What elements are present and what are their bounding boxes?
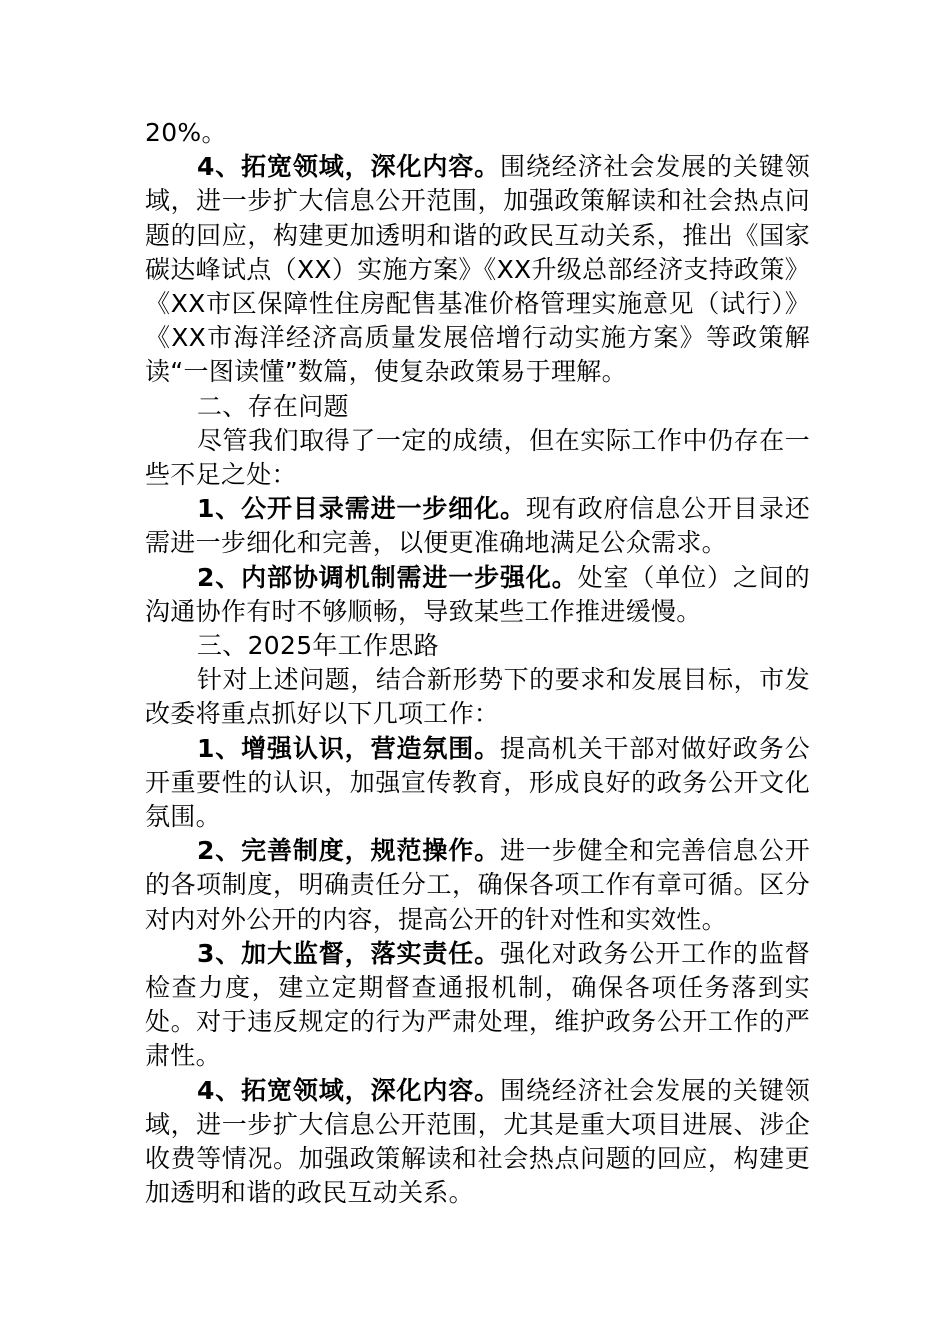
paragraph-continuation (145, 116, 810, 150)
paragraph-lead: 3、加大监督，落实责任。 (197, 938, 500, 968)
paragraph-lead: 4、拓宽领域，深化内容。 (197, 1075, 500, 1105)
paragraph-text: 尽管我们取得了一定的成绩，但在实际工作中仍存在一些不足之处： (145, 425, 810, 490)
paragraph-lead: 2、完善制度，规范操作。 (197, 836, 500, 866)
paragraph-text: 进一步健全和完善信息公开的各项制度，明确责任分工，确保各项工作有章可循。区分对内对外公开的内容，提高公开的针对性和实效性。 (145, 836, 810, 934)
paragraph-lead: 4、拓宽领域，深化内容。 (197, 152, 500, 182)
paragraph-lead: 2、内部协调机制需进一步强化。 (197, 562, 578, 592)
paragraph-lead: 1、公开目录需进一步细化。 (197, 494, 526, 524)
paragraph-text: 20%。 (145, 118, 227, 147)
paragraph-plan-intro (145, 663, 810, 731)
paragraph-text: 强化对政务公开工作的监督检查力度，建立定期督查通报机制，确保各项任务落到实处。对于违反规定的行为严肃处理，维护政务公开工作的严肃性。 (145, 938, 810, 1071)
document-body (145, 116, 810, 1211)
paragraph-plan-2 (145, 834, 810, 937)
paragraph-plan-4 (145, 1074, 810, 1211)
section-heading-problems (145, 390, 810, 424)
section-heading-plan (145, 629, 810, 663)
paragraph-problem-1 (145, 492, 810, 560)
paragraph-problem-2 (145, 561, 810, 629)
paragraph-text: 提高机关干部对做好政务公开重要性的认识，加强宣传教育，形成良好的政务公开文化氛围。 (145, 733, 810, 832)
paragraph-text: 围绕经济社会发展的关键领域，进一步扩大信息公开范围，加强政策解读和社会热点问题的回应，构建更加透明和谐的政民互动关系，推出《国家碳达峰试点（XX）实施方案》《XX升级总部经济支持政策》《XX市区保障性住房配售基准价格管理实施意见（试行）》《XX市海洋经济高质量发展倍增行动实施方案》等政策解读“一图读懂”数篇，使复杂政策易于理解。 (145, 152, 810, 387)
paragraph-text: 针对上述问题，结合新形势下的要求和发展目标，市发改委将重点抓好以下几项工作： (145, 665, 810, 729)
paragraph-lead: 1、增强认识，营造氛围。 (197, 733, 500, 763)
paragraph-problems-intro (145, 424, 810, 492)
paragraph-plan-3 (145, 937, 810, 1074)
paragraph-text: 围绕经济社会发展的关键领域，进一步扩大信息公开范围，尤其是重大项目进展、涉企收费等情况。加强政策解读和社会热点问题的回应，构建更加透明和谐的政民互动关系。 (145, 1075, 810, 1208)
paragraph-text: 现有政府信息公开目录还需进一步细化和完善，以便更准确地满足公众需求。 (145, 494, 810, 558)
section-heading: 二、存在问题 (197, 391, 349, 421)
paragraph-expand-scope (145, 150, 810, 389)
section-heading: 三、2025年工作思路 (197, 631, 439, 661)
paragraph-text: 处室（单位）之间的沟通协作有时不够顺畅，导致某些工作推进缓慢。 (145, 562, 810, 626)
paragraph-plan-1 (145, 732, 810, 835)
